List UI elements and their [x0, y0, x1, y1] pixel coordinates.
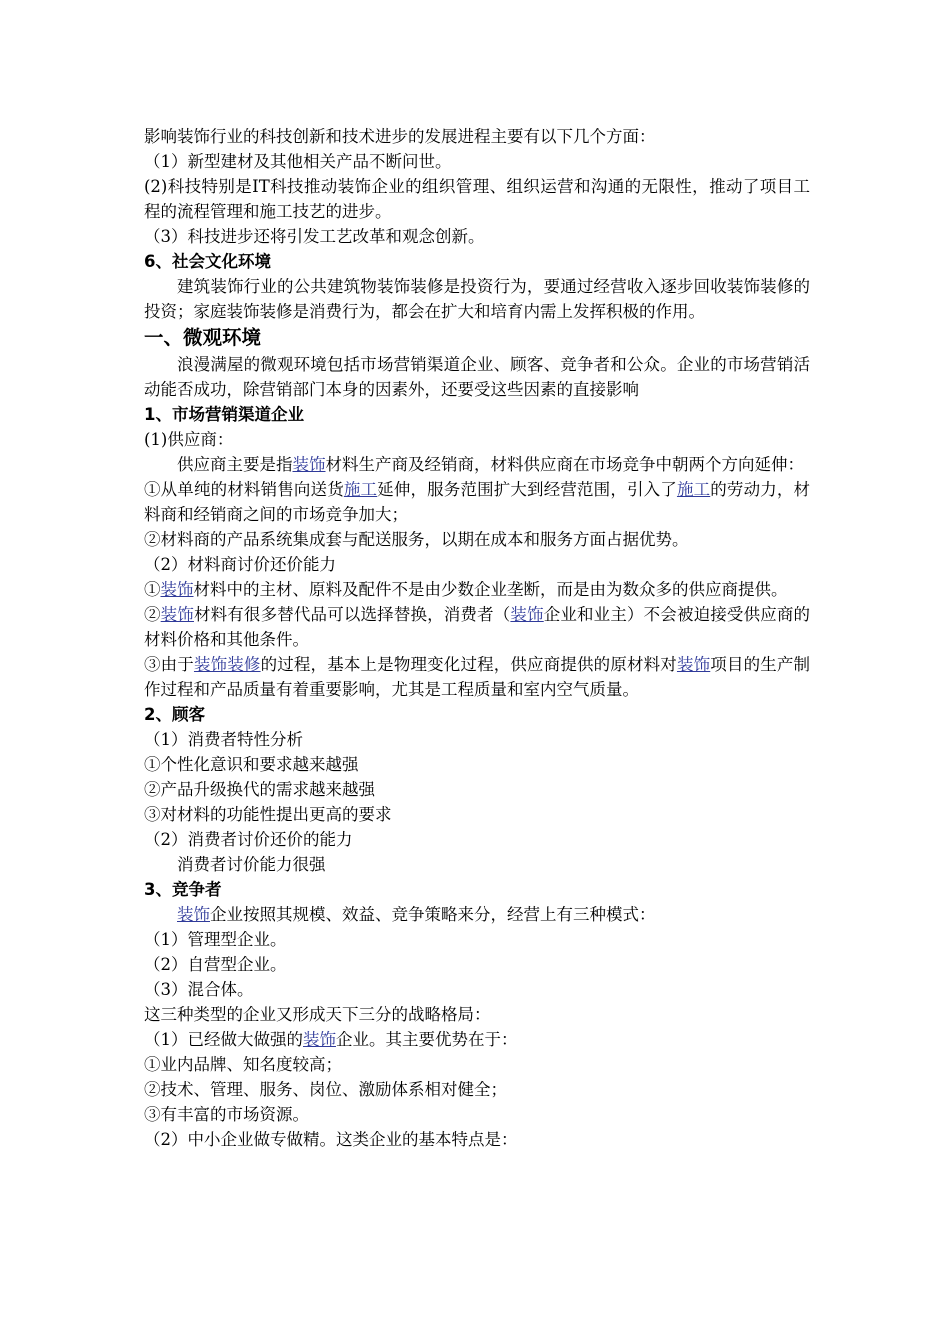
text-run: 浪漫满屋的微观环境包括市场营销渠道企业、顾客、竞争者和公众。企业的市场营销活动能否成功，除营销部门本身的因素外，还要受这些因素的直接影响	[144, 355, 810, 399]
text-run: 材料有很多替代品可以选择替换，消费者（	[193, 605, 511, 624]
text-run: 企业和业主）不会被迫接受供应商的材料价格和其他条件。	[144, 605, 811, 649]
text-run: ①个性化意识和要求越来越强	[144, 755, 359, 774]
paragraph	[144, 1127, 810, 1152]
text-run: 建筑装饰行业的公共建筑物装饰装修是投资行为，要通过经营收入逐步回收装饰装修的投资；家庭装饰装修是消费行为，都会在扩大和培育内需上发挥积极的作用。	[144, 277, 810, 321]
text-run: ①	[144, 580, 161, 599]
text-run: 材料中的主材、原料及配件不是由少数企业垄断，而是由为数众多的供应商提供。	[193, 580, 788, 599]
paragraph	[144, 352, 810, 402]
hyperlink[interactable]: 装饰	[510, 605, 544, 624]
text-run: ③对材料的功能性提出更高的要求	[144, 805, 392, 824]
text-run: （1）已经做大做强的	[144, 1030, 303, 1049]
paragraph	[144, 477, 810, 527]
text-run: ③由于	[144, 655, 194, 674]
section-heading	[144, 249, 810, 274]
hyperlink[interactable]: 施工	[676, 480, 711, 499]
hyperlink[interactable]: 装饰	[177, 905, 210, 924]
paragraph	[144, 1027, 810, 1052]
text-run: 2、顾客	[144, 705, 205, 724]
text-run: （1）消费者特性分析	[144, 730, 303, 749]
section-heading	[144, 324, 810, 352]
text-run: 6、社会文化环境	[144, 252, 271, 271]
paragraph	[144, 174, 810, 224]
paragraph	[144, 727, 810, 752]
text-run: ②	[144, 605, 161, 624]
paragraph	[144, 1052, 810, 1077]
paragraph	[144, 224, 810, 249]
paragraph	[144, 852, 810, 877]
hyperlink[interactable]: 装饰	[303, 1030, 336, 1049]
paragraph	[144, 652, 810, 702]
text-run: （2）消费者讨价还价的能力	[144, 830, 353, 849]
paragraph	[144, 552, 810, 577]
text-run: 影响装饰行业的科技创新和技术进步的发展进程主要有以下几个方面：	[144, 127, 656, 146]
text-run: （2）自营型企业。	[144, 955, 287, 974]
text-run: 3、竞争者	[144, 880, 222, 899]
text-run: ②技术、管理、服务、岗位、激励体系相对健全；	[144, 1080, 507, 1099]
hyperlink[interactable]: 装饰	[292, 455, 326, 474]
text-run: 一、微观环境	[144, 326, 262, 349]
paragraph	[144, 1102, 810, 1127]
text-run: 项目的生产制作过程和产品质量有着重要影响，尤其是工程质量和室内空气质量。	[144, 655, 811, 699]
text-run: 供应商主要是指	[177, 455, 293, 474]
text-run: 企业。其主要优势在于：	[336, 1030, 518, 1049]
paragraph	[144, 427, 810, 452]
paragraph	[144, 802, 810, 827]
paragraph	[144, 452, 810, 477]
text-run: （2）材料商讨价还价能力	[144, 555, 336, 574]
paragraph	[144, 124, 810, 149]
paragraph	[144, 777, 810, 802]
hyperlink[interactable]: 装饰	[160, 605, 194, 624]
paragraph	[144, 902, 810, 927]
paragraph	[144, 752, 810, 777]
text-run: ①业内品牌、知名度较高；	[144, 1055, 342, 1074]
paragraph	[144, 827, 810, 852]
paragraph	[144, 952, 810, 977]
text-run: ③有丰富的市场资源。	[144, 1105, 309, 1124]
text-run: ①从单纯的材料销售向送货	[144, 480, 344, 499]
paragraph	[144, 527, 810, 552]
paragraph	[144, 927, 810, 952]
text-run: （1）新型建材及其他相关产品不断问世。	[144, 152, 452, 171]
text-run: 的劳动力，材料商和经销商之间的市场竞争加大；	[144, 480, 811, 524]
text-run: （3）混合体。	[144, 980, 254, 999]
paragraph	[144, 1077, 810, 1102]
paragraph	[144, 149, 810, 174]
text-run: 这三种类型的企业又形成天下三分的战略格局：	[144, 1005, 491, 1024]
section-heading	[144, 877, 810, 902]
paragraph	[144, 977, 810, 1002]
text-run: ②产品升级换代的需求越来越强	[144, 780, 375, 799]
document-page	[144, 124, 810, 1152]
text-run: 材料生产商及经销商，材料供应商在市场竞争中朝两个方向延伸：	[325, 455, 804, 474]
hyperlink[interactable]: 装饰	[676, 655, 711, 674]
text-run: (2)科技特别是IT科技推动装饰企业的组织管理、组织运营和沟通的无限性，推动了项目工程的流程管理和施工技艺的进步。	[144, 177, 810, 221]
text-run: ②材料商的产品系统集成套与配送服务，以期在成本和服务方面占据优势。	[144, 530, 689, 549]
text-run: 1、市场营销渠道企业	[144, 405, 304, 424]
section-heading	[144, 402, 810, 427]
text-run: (1)供应商：	[144, 430, 234, 449]
paragraph	[144, 577, 810, 602]
text-run: （2）中小企业做专做精。这类企业的基本特点是：	[144, 1130, 518, 1149]
hyperlink[interactable]: 装饰	[160, 580, 194, 599]
paragraph	[144, 602, 810, 652]
text-run: （3）科技进步还将引发工艺改革和观念创新。	[144, 227, 485, 246]
hyperlink[interactable]: 装饰装修	[193, 655, 261, 674]
text-run: （1）管理型企业。	[144, 930, 287, 949]
paragraph	[144, 1002, 810, 1027]
paragraph	[144, 274, 810, 324]
text-run: 企业按照其规模、效益、竞争策略来分，经营上有三种模式：	[210, 905, 656, 924]
hyperlink[interactable]: 施工	[343, 480, 378, 499]
text-run: 延伸，服务范围扩大到经营范围，引入了	[377, 480, 677, 499]
text-run: 消费者讨价能力很强	[177, 855, 326, 874]
text-run: 的过程，基本上是物理变化过程，供应商提供的原材料对	[260, 655, 677, 674]
section-heading	[144, 702, 810, 727]
